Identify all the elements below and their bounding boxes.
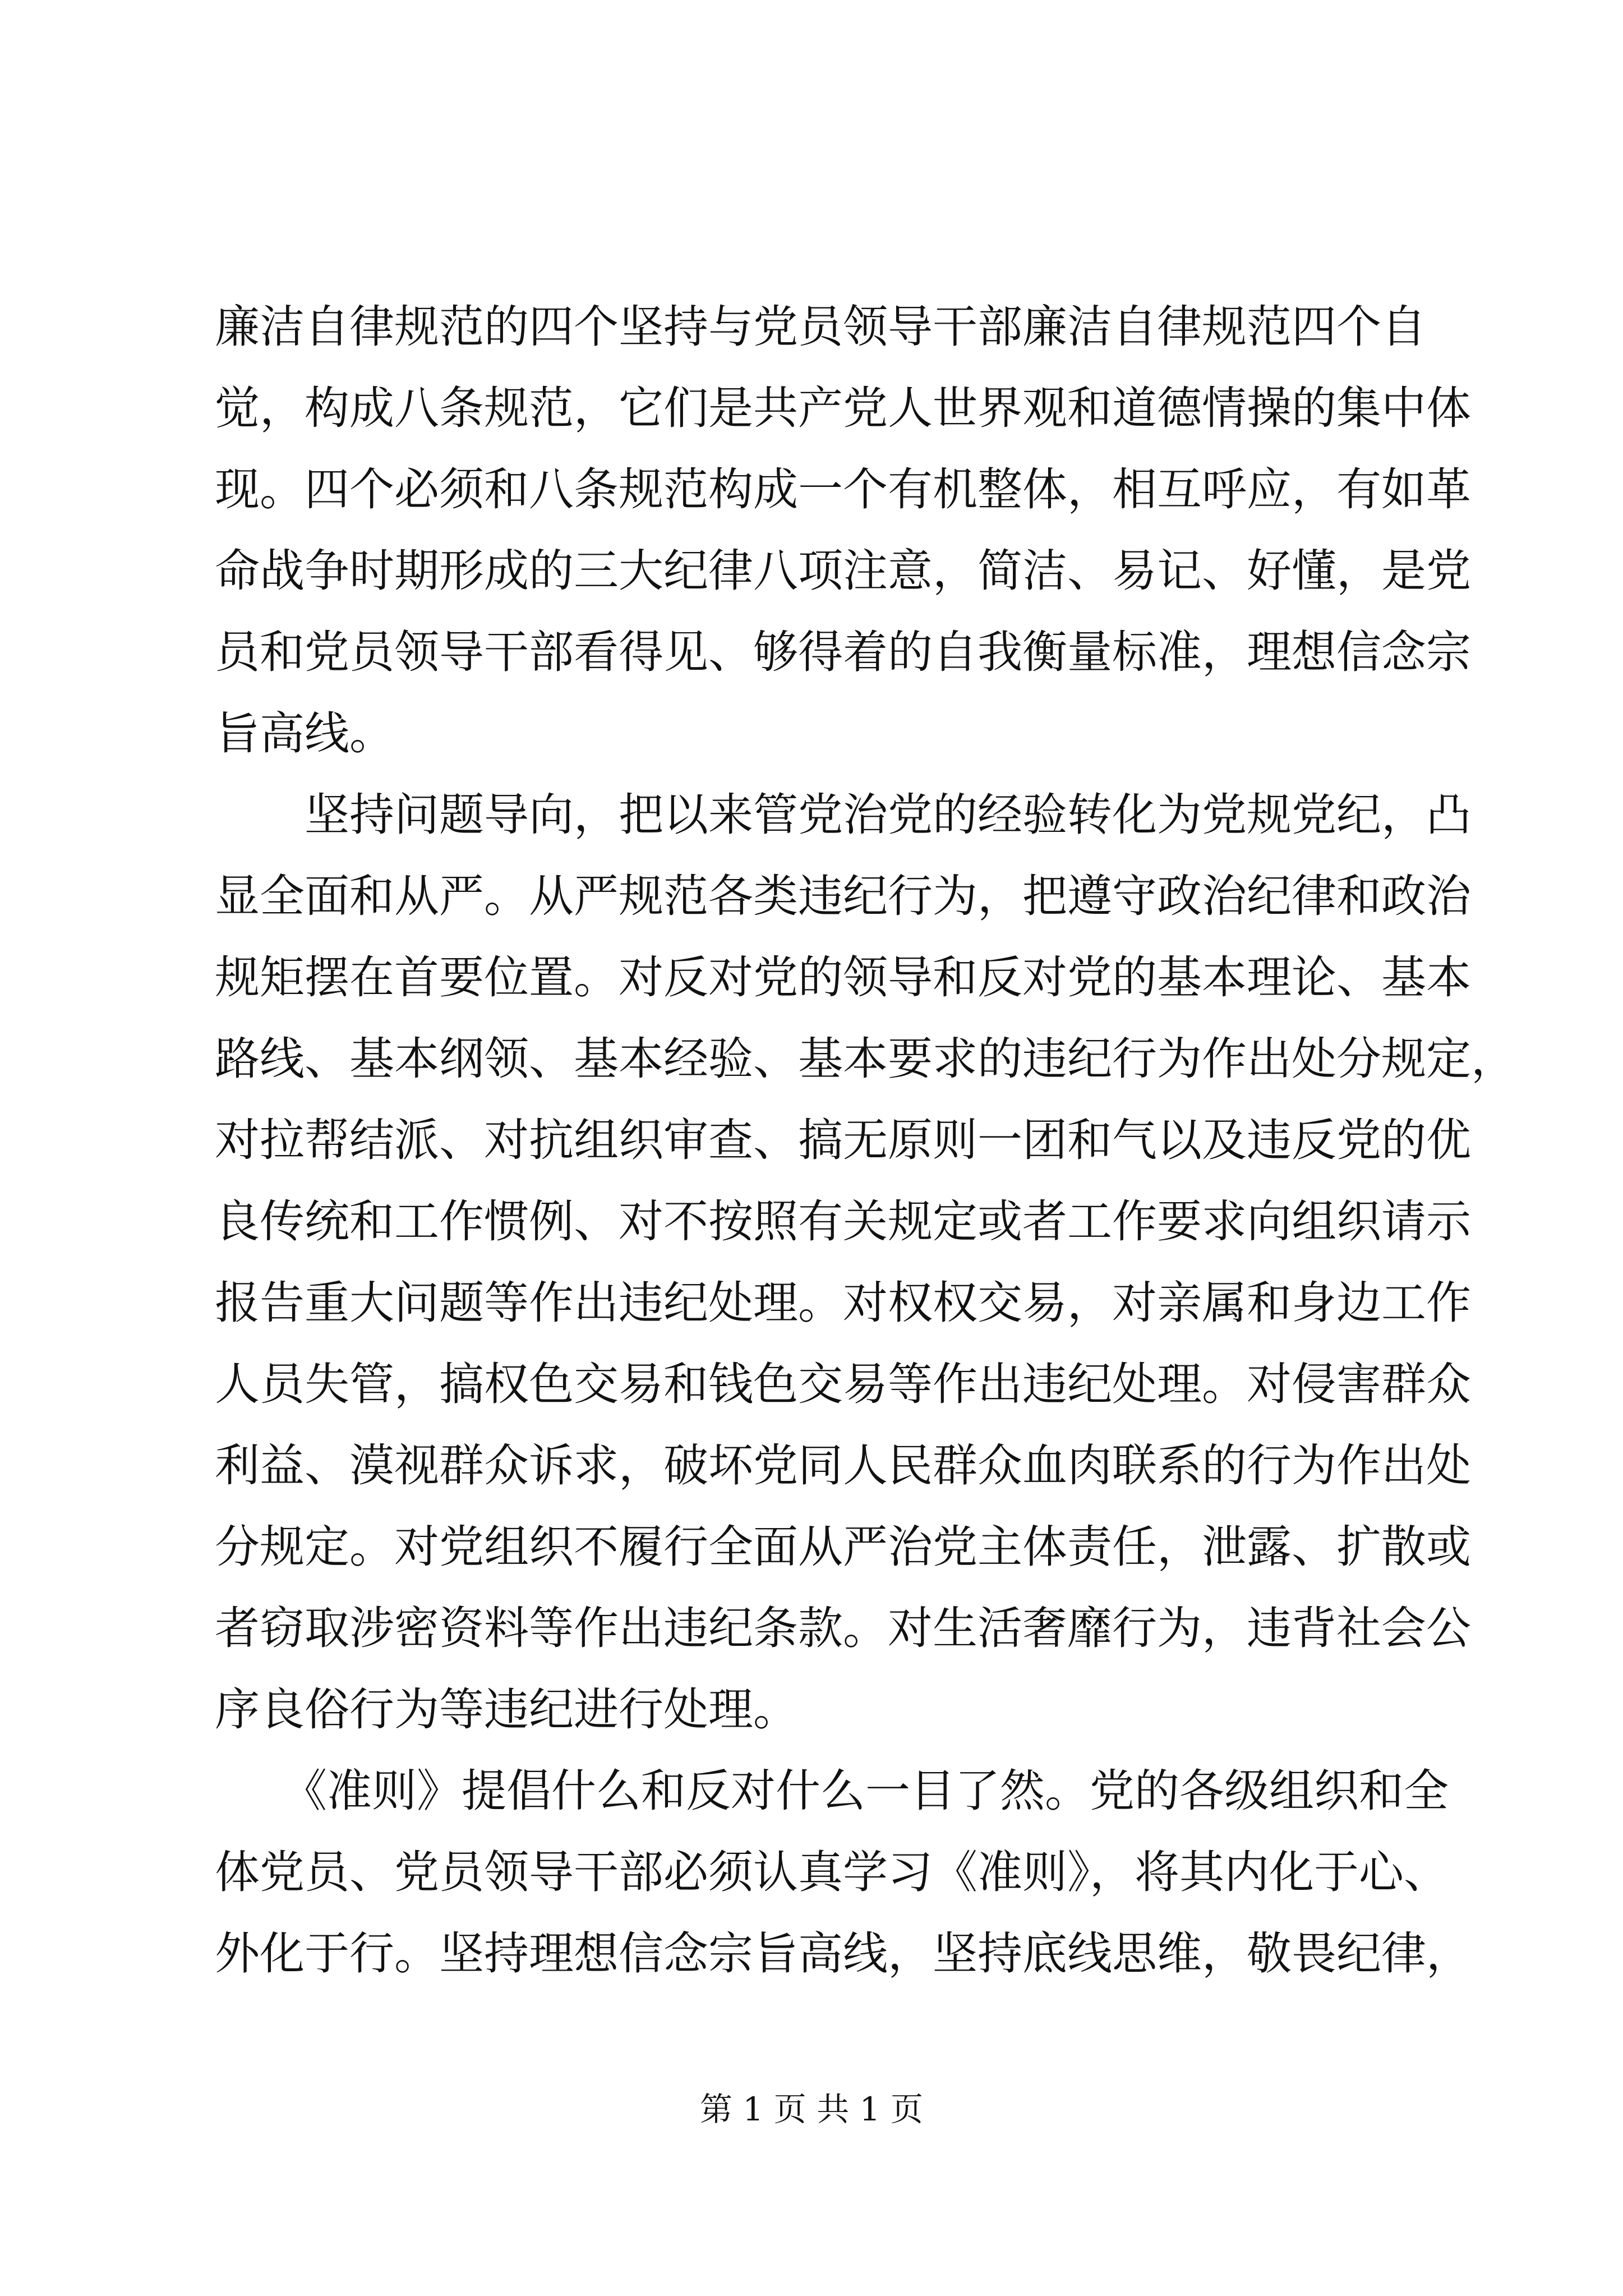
text-line: 良传统和工作惯例、对不按照有关规定或者工作要求向组织请示 [215,1195,1471,1248]
text-line: 员和党员领导干部看得见、够得着的自我衡量标准，理想信念宗 [215,626,1471,678]
text-line: 分规定。对党组织不履行全面从严治党主体责任，泄露、扩散或 [215,1521,1471,1573]
text-line: 利益、漠视群众诉求，破坏党同人民群众血肉联系的行为作出处 [215,1439,1471,1492]
text-line: 命战争时期形成的三大纪律八项注意，简洁、易记、好懂，是党 [215,545,1471,597]
text-line: 对拉帮结派、对抗组织审查、搞无原则一团和气以及违反党的优 [215,1114,1471,1166]
text-line: 规矩摆在首要位置。对反对党的领导和反对党的基本理论、基本 [215,951,1471,1004]
text-line: 觉，构成八条规范，它们是共产党人世界观和道德情操的集中体 [215,382,1471,434]
text-line: 现。四个必须和八条规范构成一个有机整体，相互呼应，有如革 [215,463,1471,516]
text-line: 坚持问题导向，把以来管党治党的经验转化为党规党纪，凸 [215,789,1471,841]
paragraph-3 [215,1750,1471,1994]
text-line: 《准则》提倡什么和反对什么一目了然。党的各级组织和全 [215,1765,1449,1817]
paragraph-2 [215,774,1516,1750]
page-footer: 第 1 页 共 1 页 [700,2090,923,2128]
text-line: 旨高线。 [215,707,394,760]
text-line: 显全面和从严。从严规范各类违纪行为，把遵守政治纪律和政治 [215,870,1471,922]
text-line: 路线、基本纲领、基本经验、基本要求的违纪行为作出处分规定， [215,1033,1516,1085]
text-line: 廉洁自律规范的四个坚持与党员领导干部廉洁自律规范四个自 [215,301,1426,353]
text-line: 者窃取涉密资料等作出违纪条款。对生活奢靡行为，违背社会公 [215,1602,1471,1654]
text-line: 体党员、党员领导干部必须认真学习《准则》，将其内化于心、 [215,1846,1449,1898]
paragraph-1 [215,286,1471,774]
text-line: 外化于行。坚持理想信念宗旨高线，坚持底线思维，敬畏纪律， [215,1927,1471,1980]
text-line: 人员失管，搞权色交易和钱色交易等作出违纪处理。对侵害群众 [215,1358,1471,1410]
document-body [215,286,1516,1994]
text-line: 报告重大问题等作出违纪处理。对权权交易，对亲属和身边工作 [215,1277,1471,1329]
text-line: 序良俗行为等违纪进行处理。 [215,1683,798,1736]
